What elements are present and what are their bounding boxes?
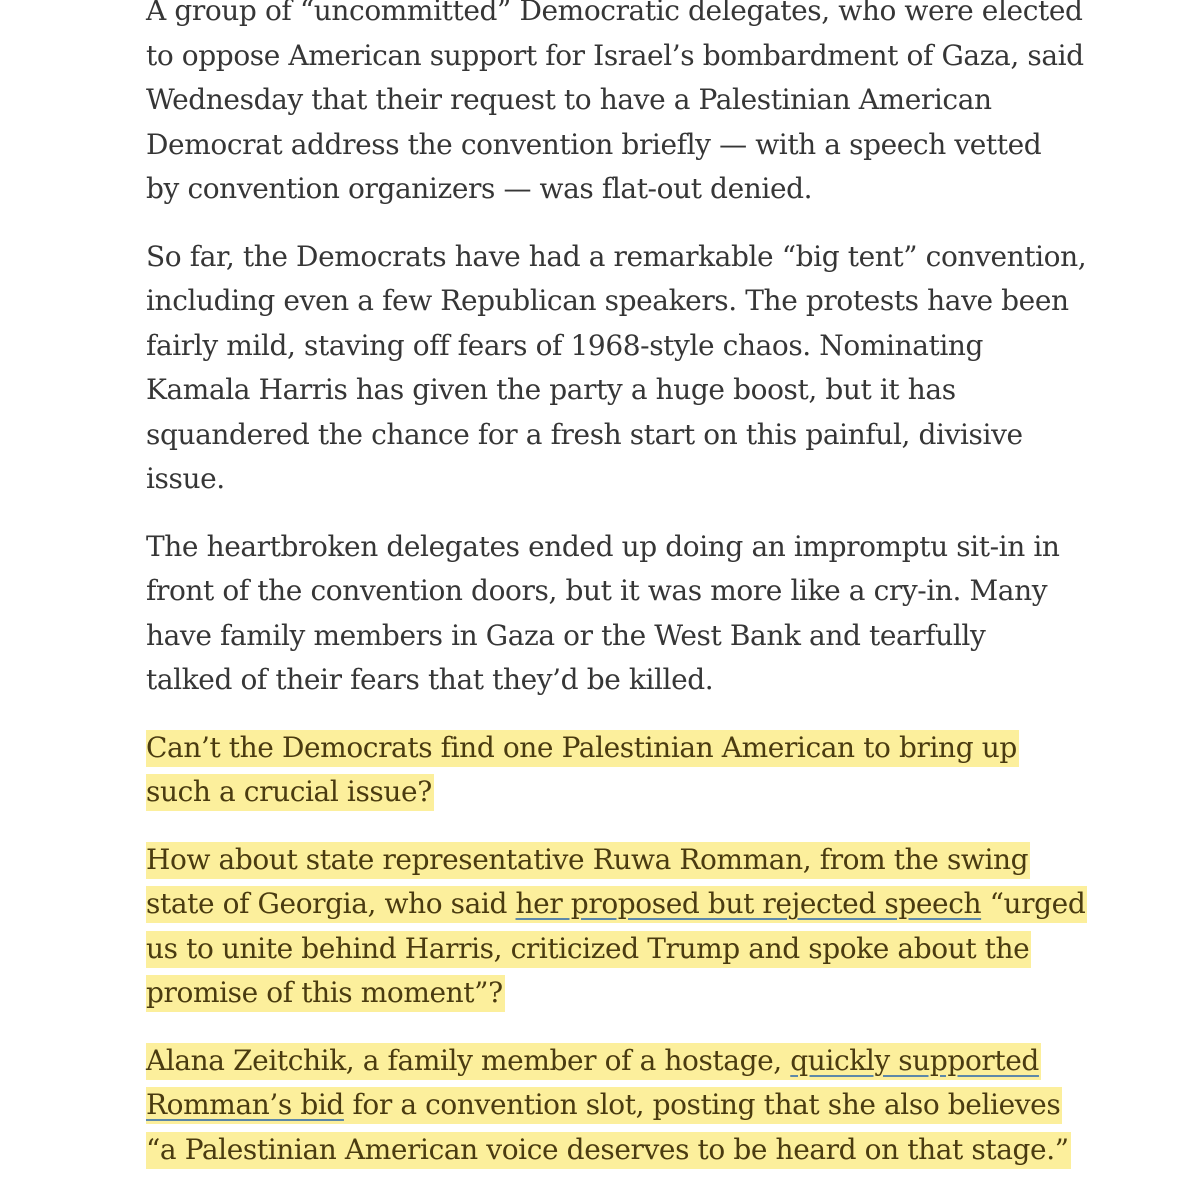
highlighted-text: Alana Zeitchik, a family member of a hostage,	[146, 1043, 791, 1077]
highlighted-text: “urged	[981, 887, 1086, 920]
paragraph-line: A group of “uncommitted” Democratic delegates, who were elected	[146, 0, 1083, 27]
quickly-supported-link[interactable]: quickly supported	[790, 1043, 1039, 1077]
paragraph-line: The heartbroken delegates ended up doing an impromptu sit-in in	[146, 529, 1060, 563]
highlighted-text: such a crucial issue?	[146, 774, 434, 811]
paragraph-line: to oppose American support for Israel’s bombardment of Gaza, said	[146, 38, 1084, 72]
highlighted-text: Can’t the Democrats find one Palestinian American to bring up	[146, 730, 1019, 767]
article-body	[146, 0, 1087, 1195]
highlighted-text: How about state representative Ruwa Romman, from the swing	[146, 842, 1030, 879]
highlighted-text-group	[146, 1087, 1062, 1124]
highlighted-text-group	[146, 1043, 1041, 1080]
paragraph-1	[146, 0, 1084, 212]
proposed-speech-link[interactable]: her proposed but rejected speech	[515, 887, 982, 920]
highlighted-text: us to unite behind Harris, criticized Trump and spoke about the	[146, 931, 1031, 968]
paragraph-line: Democrat address the convention briefly — with a speech vetted	[146, 127, 1042, 161]
highlighted-text: state of Georgia, who said	[146, 887, 516, 920]
paragraph-line: front of the convention doors, but it was more like a cry-in. Many	[146, 574, 1048, 607]
highlighted-text: promise of this moment”?	[146, 975, 505, 1012]
rommans-bid-link[interactable]: Romman’s bid	[146, 1088, 344, 1121]
paragraph-3	[146, 525, 1060, 703]
highlighted-text: for a convention slot, posting that she also believes	[343, 1088, 1061, 1121]
paragraph-line: have family members in Gaza or the West Bank and tearfully	[146, 618, 986, 652]
highlighted-text: “a Palestinian American voice deserves to be heard on that stage.”	[146, 1132, 1071, 1169]
paragraph-line: by convention organizers — was flat-out denied.	[146, 172, 813, 205]
paragraph-line: issue.	[146, 462, 225, 495]
highlighted-paragraph-6	[146, 1039, 1069, 1173]
paragraph-line: Wednesday that their request to have a Palestinian American	[146, 83, 992, 116]
highlighted-paragraph-5	[146, 838, 1086, 1016]
paragraph-2	[146, 235, 1087, 502]
highlighted-text-group	[146, 886, 1087, 923]
paragraph-line: fairly mild, staving off fears of 1968-style chaos. Nominating	[146, 328, 984, 362]
paragraph-line: squandered the chance for a fresh start on this painful, divisive	[146, 417, 1023, 451]
paragraph-line: So far, the Democrats have had a remarkable “big tent” convention,	[146, 239, 1087, 273]
paragraph-line: Kamala Harris has given the party a huge boost, but it has	[146, 373, 956, 406]
paragraph-line: talked of their fears that they’d be killed.	[146, 663, 714, 696]
paragraph-line: including even a few Republican speakers. The protests have been	[146, 284, 1069, 317]
highlighted-paragraph-4	[146, 726, 1046, 815]
